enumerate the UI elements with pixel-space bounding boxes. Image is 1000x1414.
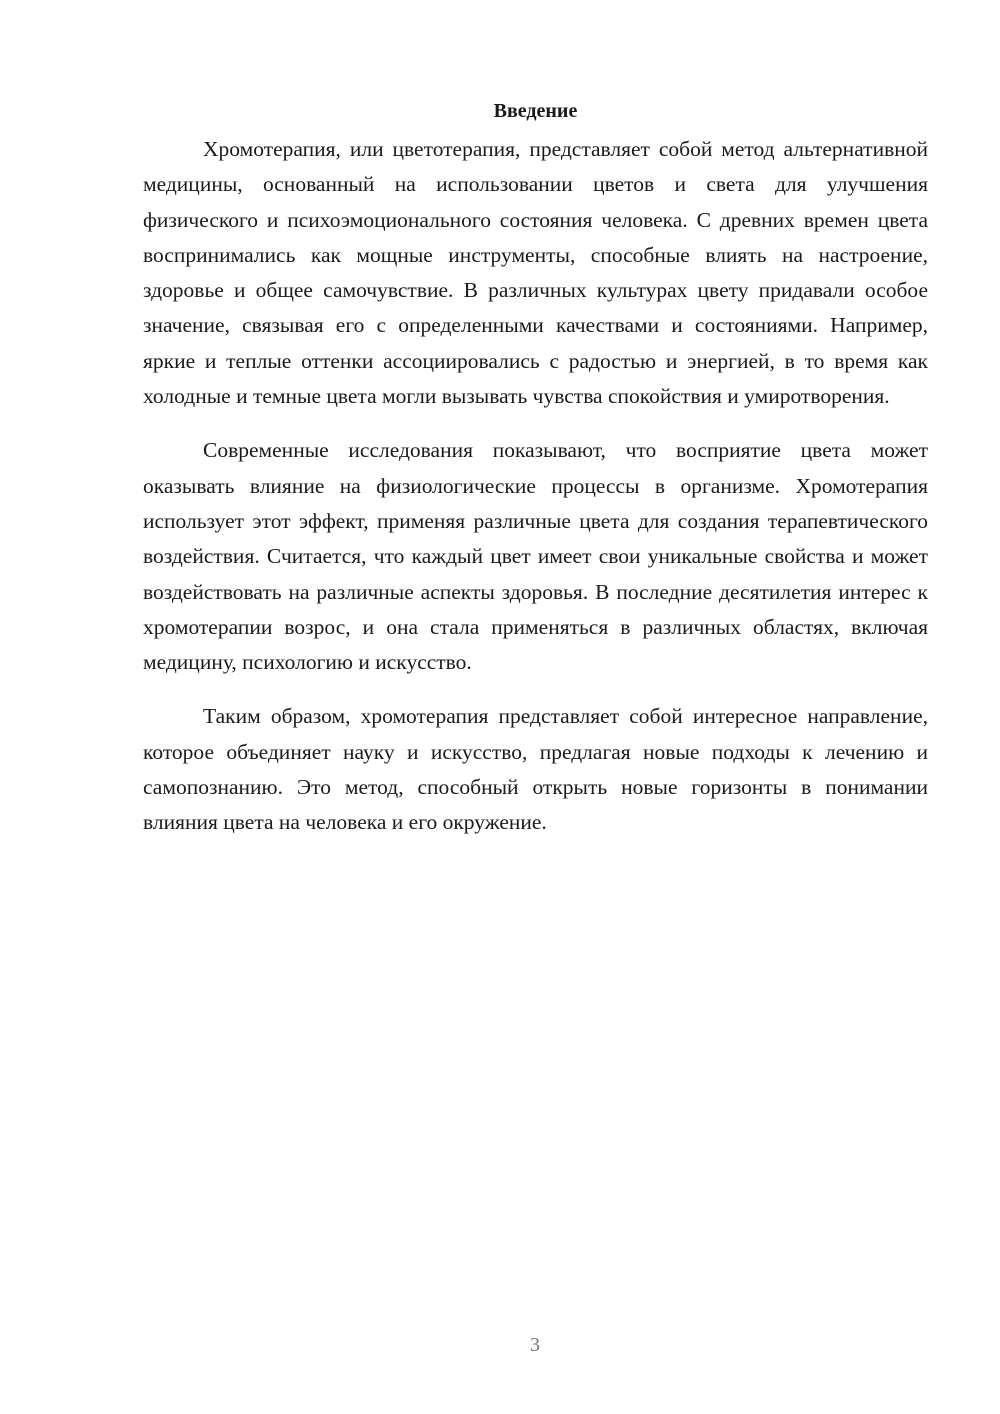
paragraph-2: Современные исследования показывают, что восприятие цвета может оказывать влияние на физиологические процессы в организме. Хромотерапия использует этот эффект, применяя различные цвета для создания терапевтического воздействия. Считается, что каждый цвет имеет свои уникальные свойства и может воздействовать на различные аспекты здоровья. В последние десятилетия интерес к хромотерапии возрос, и она стала применяться в различных областях, включая медицину, психологию и искусство. xyxy=(143,438,928,675)
section-heading: Введение xyxy=(493,100,578,122)
page-content xyxy=(143,96,928,860)
paragraph-3: Таким образом, хромотерапия представляет собой интересное направление, которое объединяет науку и искусство, предлагая новые подходы к лечению и самопознанию. Это метод, способный открыть новые горизонты в понимании влияния цвета на человека и его окружение. xyxy=(143,704,928,835)
page-number: 3 xyxy=(530,1334,540,1356)
paragraph-1: Хромотерапия, или цветотерапия, представляет собой метод альтернативной медицины, основанный на использовании цветов и света для улучшения физического и психоэмоционального состояния человека. С древних времен цвета воспринимались как мощные инструменты, способные влиять на настроение, здоровье и общее самочувствие. В различных культурах цвету придавали особое значение, связывая его с определенными качествами и состояниями. Например, яркие и теплые оттенки ассоциировались с радостью и энергией, в то время как холодные и темные цвета могли вызывать чувства спокойствия и умиротворения. xyxy=(143,137,928,409)
